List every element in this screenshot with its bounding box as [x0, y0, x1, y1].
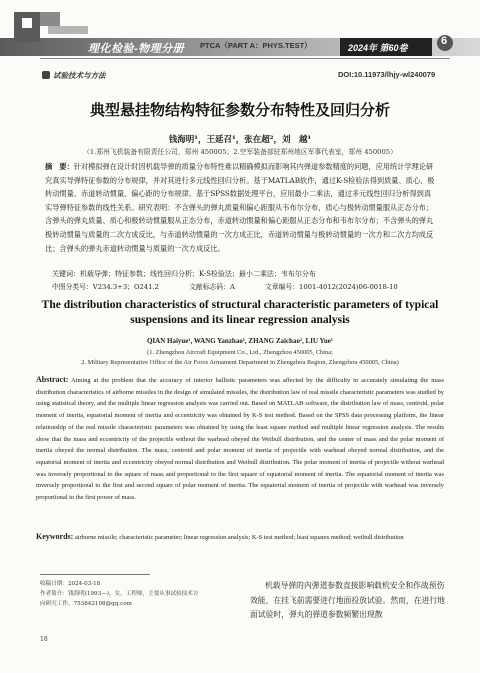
abstract-en [36, 374, 444, 504]
keywords-en-text: airborne missile; characteristic parameter; linear regression analysis; K-S test method; least squares method; weibull distribution [74, 534, 404, 541]
abstract-zh-label: 摘 要： [45, 162, 74, 171]
keywords-en-label: Keywords: [36, 532, 74, 541]
column-tag-icon [42, 71, 50, 79]
affiliation-en-line: 2. Military Representative Office of the Air Force Armament Department in Zhengzhou Region, Zhengzhou 450005, China) [81, 359, 399, 366]
header-divider [40, 58, 450, 59]
abstract-zh [45, 160, 437, 255]
issue-number: 6 [441, 35, 448, 47]
affiliation-en [36, 348, 444, 368]
affiliation-en-line: (1. Zhengzhou Aircraft Equipment Co., Ltd., Zhengzhou 450005, China; [147, 349, 333, 356]
footnote-divider [40, 574, 150, 575]
keywords-en [36, 531, 444, 543]
doi: DOI:10.11973/lhjy-wl240079 [338, 70, 436, 79]
keywords-zh: 关键词：机载导弹；特征参数；线性回归分析；K-S检验法；最小二乘法；韦布尔分布 [52, 270, 316, 278]
document-code: 文献标志码：A [189, 283, 235, 291]
footnotes [40, 579, 220, 609]
authors-en: QIAN Haiyue¹, WANG Yanzhao¹, ZHANG Zaichao², LIU Yue¹ [146, 337, 333, 345]
column-tag: 试验技术与方法 [53, 71, 106, 80]
journal-logo-icon [8, 6, 100, 46]
journal-code: PTCA（PART A：PHYS.TEST） [200, 41, 312, 50]
abstract-en-label: Abstract: [36, 375, 69, 384]
body-text-intro: 机载导弹的内弹道参数直接影响载机安全和作战预伤效能，在挂飞前需要进行地面投放试验。然而，在进行地面试验时，弹丸的弹道参数频繁出现散 [250, 581, 445, 619]
authors-zh: 钱海明¹，王延召¹，张在超²，刘 越¹ [168, 135, 312, 145]
title-zh: 典型悬挂物结构特征参数分布特性及回归分析 [89, 101, 390, 119]
abstract-en-text: Aiming at the problem that the accuracy of interior ballistic parameters was affected by the difficulty in accurately simulating the mass distribution characteristics of airborne missiles in the design of simulated missiles, the distribution law of real missile characteristic parameters was studied by using statistical theory, and the multiple linear regression analysis was carried out. Based on MATLAB software, the distribution law of mass, centroid, polar moment of inertia, equatorial moment of inertia and eccentricity was obtained by K-S test method. Based on the SPSS data processing platform, the linear relationship of the real missile characteristic parameters was obtained by using the least square method and multiple linear regression analysis. The results show that the mass and eccentricity of the projectile without the warhead obeyed the Weibull distribution, and the center of mass and the polar moment of inertia obeyed the normal distribution. The mass, centroid and polar moment of inertia of projectile with warhead obeyed normal distribution, and the equatorial moment of inertia and eccentricity obeyed normal distribution and Weibull distribution. The polar moment of inertia of projectile without warhead was inversely proportional to the square of mass and proportional to the first square of equatorial moment of inertia. The equatorial moment of inertia was inversely proportional to the first and second square of polar moment of inertia. The equatorial moment of inertia of projectile with warhead was inversely proportional to the first power of mass. [36, 377, 444, 502]
journal-name: 理化检验-物理分册 [88, 43, 185, 55]
affiliation-zh: （1.郑州飞机装备有限责任公司，郑州 450005；2.空军装备部驻郑州地区军事代表室，郑州 450005） [83, 148, 397, 156]
title-en: The distribution characteristics of structural characteristic parameters of typical suspensions and its linear regression analysis [41, 299, 439, 326]
footnote-author-bio: 作者简介：钱海明(1993—)，女，工程师，主要从事试验技术方 [40, 591, 199, 597]
footnote-received-date: 收稿日期：2024-03-18 [40, 581, 101, 587]
footnote-author-bio-cont: 向研究工作，753842108@qq.com [40, 601, 132, 607]
classification-meta-zh [52, 281, 437, 291]
issue-label: 2024年 第60卷 [348, 43, 408, 53]
abstract-zh-text: 针对模拟弹在设计时因机载导弹的质量分布特性难以精确模拟而影响其内弹道参数精度的问题，应用统计学理论研究真实导弹特征参数的分布规律，并对其进行多元线性回归分析。基于MATLAB软件，通过K-S检验法得到质量、质心、极转动惯量、赤道转动惯量、偏心距的分布规律。基于SPSS数据处理平台，应用最小二乘法，通过多元线性回归分析得到真实导弹特征参数的线性关系。研究表明：不含弹头的弹丸质量和偏心距服从韦布尔分布，质心与极转动惯量服从正态分布；含弹头的弹丸质量、质心和极转动惯量服从正态分布，赤道转动惯量和偏心距服从正态分布和韦布尔分布；不含弹头的弹丸极转动惯量与质量的二次方成反比，与赤道转动惯量的一次方成正比，赤道转动惯量与极转动惯量的一次方和二次方均成反比；含弹头的弹丸赤道转动惯量与质量的一次方成反比。 [45, 162, 435, 253]
clc-number: 中图分类号：V234.3+3；O241.2 [52, 283, 159, 291]
page-number: 18 [40, 636, 48, 643]
article-number: 文章编号：1001-4012(2024)06-0018-10 [265, 283, 398, 291]
